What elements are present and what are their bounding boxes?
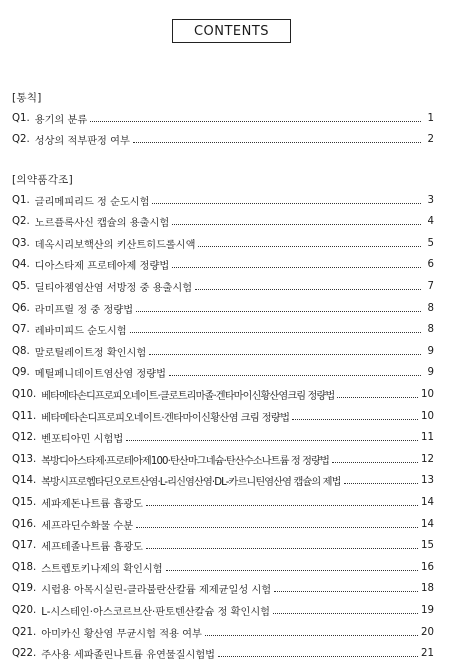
toc-entry-page: 6 (427, 259, 434, 271)
toc-entry-page: 19 (421, 604, 434, 616)
toc-entry[interactable] (12, 622, 434, 642)
toc-entry-number: Q11. (12, 410, 37, 422)
toc-entry[interactable] (12, 406, 434, 426)
toc-entry-title: 시럽용 아목시실린-클라불란산칼륨 제제균일성 시험 (41, 585, 272, 597)
toc-entry-page: 9 (427, 367, 434, 379)
toc-entry-number: Q8. (12, 345, 30, 357)
toc-entry[interactable] (12, 341, 434, 361)
toc-entry-page: 2 (427, 134, 434, 146)
toc-entry-page: 16 (421, 561, 434, 573)
toc-entry-number: Q1. (12, 112, 30, 124)
toc-entry-title: 세파제돈나트륨 흡광도 (41, 498, 143, 510)
dot-leader (198, 246, 421, 247)
toc-entry-number: Q7. (12, 324, 30, 336)
toc-entry[interactable] (12, 320, 434, 340)
toc-entry-page: 13 (421, 475, 434, 487)
toc-entry-title: 말로틸레이트정 확인시험 (34, 347, 147, 359)
toc-entry[interactable] (12, 130, 434, 150)
toc-entry-title: 데옥시리보핵산의 키산트히드롤시액 (34, 239, 196, 251)
toc-entry-title: 베타메타손디프로피오네이트·겐타마이신황산염 크림 정량법 (41, 412, 290, 424)
toc-entry-title: 벤포티아민 시험법 (41, 434, 124, 446)
toc-entry-title: 아미카신 황산염 무균시험 적용 여부 (41, 628, 202, 640)
toc-entry-title: 글리메피리드 정 순도시험 (34, 196, 150, 208)
toc-entry-title: 성상의 적부판정 여부 (34, 136, 130, 148)
toc-entry-page: 20 (421, 626, 434, 638)
dot-leader (172, 224, 421, 225)
toc-entry[interactable] (12, 298, 434, 318)
dot-leader (172, 267, 421, 268)
toc-entry-page: 1 (427, 112, 434, 124)
toc-entry-page: 7 (427, 280, 434, 292)
toc-entry[interactable] (12, 536, 434, 556)
toc-entry-page: 3 (427, 194, 434, 206)
toc-entry-number: Q21. (12, 626, 37, 638)
toc-entry-number: Q5. (12, 280, 30, 292)
toc-entry[interactable] (12, 471, 434, 491)
dot-leader (146, 548, 418, 549)
toc-entry[interactable] (12, 644, 434, 664)
toc-entry-title: 세프라딘수화물 수분 (41, 520, 134, 532)
toc-entry-number: Q18. (12, 561, 37, 573)
toc-entry[interactable] (12, 233, 434, 253)
dot-leader (149, 354, 421, 355)
toc-entry-title: 딜티아젬염산염 서방정 중 용출시험 (34, 282, 193, 294)
section-header: [의약품각조] (12, 174, 74, 186)
dot-leader (205, 635, 418, 636)
dot-leader (126, 440, 418, 441)
toc-entry-title: 노르플록사신 캡슐의 용출시험 (34, 218, 170, 230)
toc-entry-number: Q13. (12, 453, 37, 465)
toc-entry[interactable] (12, 212, 434, 232)
dot-leader (133, 142, 421, 143)
dot-leader (136, 311, 421, 312)
toc-entry-number: Q20. (12, 604, 37, 616)
toc-entry-page: 8 (427, 302, 434, 314)
toc-entry-page: 14 (421, 518, 434, 530)
dot-leader (152, 203, 421, 204)
toc-entry-number: Q17. (12, 540, 37, 552)
toc-entry-title: 베타메타손디프로피오네이트·클로트리마졸·겐타마이신황산염크림 정량법 (41, 390, 335, 402)
toc-entry-title: 스트렙토키나제의 확인시험 (41, 563, 163, 575)
toc-entry-page: 10 (421, 388, 434, 400)
toc-entry[interactable] (12, 428, 434, 448)
toc-entry[interactable] (12, 108, 434, 128)
dot-leader (292, 419, 418, 420)
dot-leader (273, 613, 418, 614)
toc-entry-page: 5 (427, 237, 434, 249)
toc-entry[interactable] (12, 492, 434, 512)
dot-leader (130, 332, 421, 333)
dot-leader (146, 505, 418, 506)
toc-entry-page: 9 (427, 345, 434, 357)
toc-entry-number: Q4. (12, 259, 30, 271)
toc-entry-title: 복방시프로헵타딘오로트산염·L-리신염산염·DL-카르니틴염산염 캡슐의 제법 (41, 477, 341, 489)
toc-entry-number: Q14. (12, 475, 37, 487)
dot-leader (337, 397, 418, 398)
dot-leader (195, 289, 421, 290)
dot-leader (169, 375, 421, 376)
dot-leader (274, 591, 418, 592)
toc-entry-number: Q1. (12, 194, 30, 206)
toc-entry-number: Q22. (12, 648, 37, 660)
toc-entry-number: Q12. (12, 432, 37, 444)
contents-title: CONTENTS (172, 19, 291, 43)
toc-entry-number: Q2. (12, 134, 30, 146)
toc-entry-title: 라미프릴 정 중 정량법 (34, 304, 134, 316)
dot-leader (166, 570, 418, 571)
toc-entry-number: Q15. (12, 496, 37, 508)
toc-entry-page: 21 (421, 648, 434, 660)
dot-leader (90, 121, 421, 122)
toc-entry-page: 8 (427, 324, 434, 336)
toc-entry-page: 4 (427, 216, 434, 228)
toc-entry-page: 10 (421, 410, 434, 422)
dot-leader (344, 483, 419, 484)
toc-entry-page: 14 (421, 496, 434, 508)
toc-entry-page: 18 (421, 583, 434, 595)
toc-entry-page: 11 (421, 432, 434, 444)
toc-entry-title: 복방디아스타제·프로테아제100·탄산마그네슘·탄산수소나트륨 정 정량법 (41, 455, 329, 467)
toc-entry-number: Q19. (12, 583, 37, 595)
toc-entry[interactable] (12, 190, 434, 210)
toc-entry-number: Q16. (12, 518, 37, 530)
toc-entry[interactable] (12, 363, 434, 383)
toc-entry[interactable] (12, 384, 434, 404)
toc-entry-title: 디아스타제 프로테아제 정량법 (34, 261, 170, 273)
toc-entry-page: 15 (421, 540, 434, 552)
toc-entry-number: Q3. (12, 237, 30, 249)
toc-entry-number: Q2. (12, 216, 30, 228)
dot-leader (332, 462, 418, 463)
toc-entry[interactable] (12, 600, 434, 620)
toc-entry[interactable] (12, 276, 434, 296)
dot-leader (136, 527, 418, 528)
toc-entry-number: Q9. (12, 367, 30, 379)
toc-entry[interactable] (12, 449, 434, 469)
dot-leader (218, 656, 418, 657)
toc-entry-title: 레바미피드 순도시험 (34, 326, 127, 338)
toc-entry[interactable] (12, 557, 434, 577)
toc-entry[interactable] (12, 255, 434, 275)
section-header: [통칙] (12, 92, 42, 104)
toc-entry-title: 용기의 분류 (34, 114, 88, 126)
toc-entry-title: L-시스테인·아스코르브산·판토텐산칼슘 정 확인시험 (41, 606, 271, 618)
toc-entry-title: 주사용 세파졸린나트륨 유연물질시험법 (41, 650, 216, 662)
toc-entry-number: Q6. (12, 302, 30, 314)
toc-entry[interactable] (12, 514, 434, 534)
toc-entry-number: Q10. (12, 388, 37, 400)
toc-entry-title: 세프테졸나트륨 흡광도 (41, 542, 143, 554)
toc-entry[interactable] (12, 579, 434, 599)
toc-entry-title: 메틸페니데이트염산염 정량법 (34, 369, 166, 381)
toc-entry-page: 12 (421, 453, 434, 465)
